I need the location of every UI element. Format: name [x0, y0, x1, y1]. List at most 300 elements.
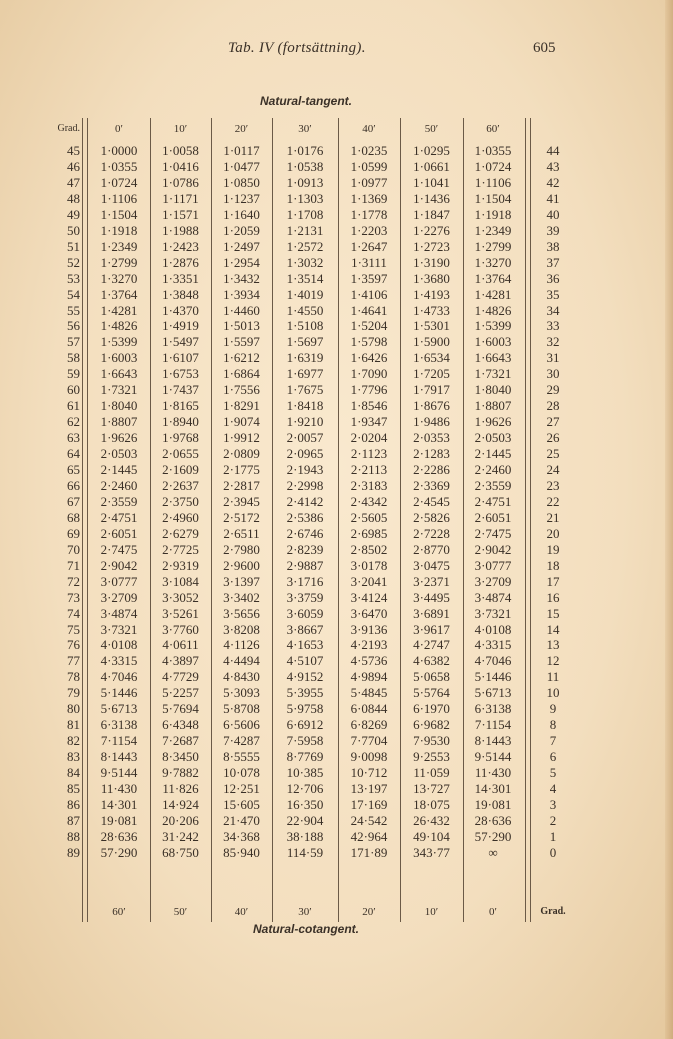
table-cell: 1·2799: [100, 254, 138, 270]
row-complement-degree: 34: [546, 302, 560, 318]
table-cell: 1·8040: [474, 382, 512, 398]
table-cell: 5·6713: [100, 701, 138, 717]
table-cell: 2·1609: [162, 462, 199, 477]
table-cell: 11·826: [162, 781, 199, 796]
table-cell: 4·9152: [286, 669, 324, 685]
table-cell: 1·0355: [100, 158, 138, 174]
table-row: [40, 494, 620, 510]
table-cell: 1·6534: [413, 350, 450, 366]
table-cell: 2·9887: [286, 557, 324, 573]
table-cell: 1·0786: [162, 174, 199, 190]
table-cell: 2·1445: [100, 462, 138, 477]
table-row: [40, 781, 620, 797]
table-cell: 7·4287: [223, 733, 260, 749]
table-cell: 2·6051: [100, 525, 138, 541]
table-cell: 1·4826: [100, 318, 138, 334]
table-row: [40, 446, 620, 462]
table-cell: 2·0965: [286, 446, 324, 462]
table-cell: 1·0538: [286, 158, 324, 174]
running-header: [0, 40, 673, 60]
table-cell: 2·0353: [413, 430, 450, 446]
table-cell: 4·4494: [223, 653, 260, 669]
table-cell: 1·0661: [413, 158, 450, 174]
table-cell: 2·7725: [162, 541, 199, 557]
row-complement-degree: 32: [546, 334, 560, 350]
table-cell: 3·0777: [474, 557, 512, 573]
row-complement-degree: 0: [549, 844, 557, 860]
table-cell: 2·3369: [413, 477, 450, 493]
row-complement-degree: 44: [546, 143, 560, 158]
table-row: [40, 366, 620, 382]
table-cell: 1·2647: [350, 238, 388, 254]
table-cell: 3·7760: [162, 621, 199, 637]
table-cell: 1·3270: [100, 270, 138, 286]
page-edge-shadow: [665, 0, 673, 1039]
table-cell: 1·1369: [350, 190, 388, 206]
table-cell: 1·9074: [223, 414, 260, 430]
table-title-top: Natural-tangent.: [259, 94, 352, 108]
table-cell: 57·290: [100, 844, 138, 860]
row-degree: 69: [67, 525, 80, 541]
table-cell: 2·1775: [223, 462, 260, 477]
table-cell: 2·7228: [413, 525, 450, 541]
table-row: [40, 813, 620, 829]
row-complement-degree: 37: [546, 254, 560, 270]
table-cell: 2·2817: [223, 477, 260, 493]
table-cell: 2·4751: [474, 493, 512, 509]
row-complement-degree: 39: [546, 222, 560, 238]
table-cell: 5·3955: [286, 685, 324, 701]
table-cell: 1·8546: [350, 398, 388, 414]
table-cell: 3·2371: [413, 573, 450, 589]
table-cell: 3·3052: [162, 589, 199, 605]
row-complement-degree: 15: [546, 605, 560, 621]
table-cell: 1·0477: [223, 158, 260, 174]
row-complement-degree: 31: [546, 350, 560, 366]
header-col: 50′: [424, 123, 439, 135]
table-cell: 1·3764: [100, 286, 138, 302]
table-cell: 1·0850: [223, 174, 260, 190]
table-cell: 4·8430: [223, 669, 260, 685]
table-cell: 1·3514: [286, 270, 324, 286]
table-cell: 6·0844: [350, 701, 388, 717]
table-row: [40, 510, 620, 526]
table-cell: 2·6279: [162, 525, 199, 541]
table-row: [40, 749, 620, 765]
table-cell: 1·3432: [223, 270, 260, 286]
table-cell: 2·2113: [350, 462, 388, 477]
table-cell: 1·9626: [100, 430, 138, 446]
table-row: [40, 430, 620, 446]
table-cell: 4·7729: [162, 669, 199, 685]
table-cell: 1·3764: [474, 270, 512, 286]
table-cell: 4·2747: [413, 637, 450, 653]
row-degree: 47: [67, 174, 80, 190]
table-cell: 1·3848: [162, 286, 199, 302]
row-complement-degree: 43: [546, 158, 560, 174]
row-degree: 57: [67, 334, 80, 350]
row-complement-degree: 5: [549, 765, 557, 781]
table-cell: 1·0355: [474, 143, 512, 158]
header-col: 60′: [486, 123, 500, 135]
table-cell: 2·0503: [100, 446, 138, 462]
table-cell: 1·9912: [223, 430, 260, 446]
table-cell: 15·605: [223, 796, 260, 812]
row-complement-degree: 19: [546, 541, 560, 557]
row-degree: 84: [67, 765, 80, 781]
table-cell: 19·081: [474, 796, 512, 812]
row-complement-degree: 40: [546, 206, 560, 222]
table-cell: 3·0178: [350, 557, 388, 573]
table-cell: 6·6912: [286, 717, 324, 733]
table-cell: 1·6319: [286, 350, 324, 366]
table-cell: 19·081: [100, 812, 138, 828]
header-title: Tab. IV (fortsättning).: [228, 40, 366, 56]
table-cell: 1·8165: [162, 398, 199, 414]
table-cell: 22·904: [286, 812, 324, 828]
table-cell: 1·3597: [350, 270, 388, 286]
table-cell: 8·7769: [286, 749, 324, 765]
table-cell: 1·5798: [350, 334, 388, 350]
table-cell: 3·4874: [100, 605, 138, 621]
table-cell: 5·8708: [223, 701, 260, 717]
table-cell: 1·3032: [286, 254, 324, 270]
table-row: [40, 542, 620, 558]
table-cell: 1·6753: [162, 366, 199, 382]
table-cell: 2·9042: [100, 557, 138, 573]
table-cell: 1·5108: [286, 318, 324, 334]
tangent-table: [40, 118, 620, 922]
table-cell: 9·7882: [162, 765, 199, 781]
row-complement-degree: 20: [546, 525, 560, 541]
table-cell: 2·7475: [474, 525, 512, 541]
table-cell: 6·4348: [162, 717, 199, 733]
table-cell: 1·7321: [474, 366, 512, 382]
table-cell: 2·1283: [413, 446, 450, 462]
table-cell: 4·9894: [350, 669, 388, 685]
footer-col: 0′: [489, 906, 497, 918]
table-cell: 1·0724: [100, 174, 138, 190]
table-cell: 1·6643: [474, 350, 512, 366]
table-cell: 6·3138: [100, 717, 138, 733]
table-cell: 1·6003: [100, 350, 138, 366]
table-cell: 9·2553: [413, 749, 450, 765]
row-complement-degree: 28: [546, 398, 560, 414]
table-cell: 1·1436: [413, 190, 450, 206]
table-cell: 2·2460: [100, 477, 138, 493]
table-cell: 17·169: [350, 796, 388, 812]
table-row: [40, 287, 620, 303]
table-cell: 2·5605: [350, 509, 388, 525]
table-cell: 1·0599: [350, 158, 388, 174]
table-cell: 8·3450: [162, 749, 199, 765]
table-cell: 3·9617: [413, 621, 450, 637]
row-degree: 50: [67, 222, 80, 238]
table-cell: 1·2799: [474, 238, 512, 254]
header-grad: Grad.: [57, 123, 80, 134]
row-complement-degree: 18: [546, 557, 560, 573]
table-row: [40, 350, 620, 366]
table-row: [40, 159, 620, 175]
table-cell: 1·1106: [474, 174, 512, 190]
table-cell: 3·2041: [350, 573, 388, 589]
table-cell: 1·2349: [100, 238, 138, 254]
footer-col: 50′: [173, 906, 188, 918]
table-cell: 2·6985: [350, 525, 388, 541]
row-degree: 62: [67, 414, 80, 430]
table-cell: 3·6891: [413, 605, 450, 621]
table-cell: 14·924: [162, 796, 199, 812]
table-cell: 1·4550: [286, 302, 324, 318]
table-cell: 11·430: [100, 781, 138, 796]
row-degree: 78: [67, 669, 80, 685]
row-degree: 53: [67, 270, 80, 286]
row-complement-degree: 26: [546, 430, 560, 446]
table-cell: 7·2687: [162, 733, 199, 749]
table-cell: 1·7090: [350, 366, 388, 382]
table-cell: 2·6051: [474, 509, 512, 525]
page-number: 605: [533, 40, 556, 56]
table-cell: 3·3759: [286, 589, 324, 605]
row-degree: 76: [67, 637, 80, 653]
table-cell: 114·59: [286, 844, 324, 860]
table-cell: 3·4874: [474, 589, 512, 605]
row-degree: 79: [67, 685, 80, 701]
table-cell: 2·4960: [162, 509, 199, 525]
row-degree: 58: [67, 350, 80, 366]
row-complement-degree: 8: [549, 717, 557, 733]
table-cell: 1·3190: [413, 254, 450, 270]
table-cell: 1·1847: [413, 206, 450, 222]
row-complement-degree: 3: [549, 796, 557, 812]
table-cell: 3·9136: [350, 621, 388, 637]
table-cell: 3·4124: [350, 589, 388, 605]
table-cell: 1·8807: [474, 398, 512, 414]
row-complement-degree: 17: [546, 573, 560, 589]
table-cell: 9·5144: [474, 749, 512, 765]
table-row: [40, 462, 620, 478]
table-cell: 1·4460: [223, 302, 260, 318]
table-cell: 1·2954: [223, 254, 260, 270]
table-cell: 1·7675: [286, 382, 324, 398]
table-cell: 2·7475: [100, 541, 138, 557]
table-cell: 1·4641: [350, 302, 388, 318]
row-degree: 68: [67, 509, 80, 525]
table-cell: 2·8770: [413, 541, 450, 557]
table-cell: 13·727: [413, 781, 450, 796]
header-col: 20′: [234, 123, 249, 135]
row-degree: 54: [67, 286, 80, 302]
table-cell: 171·89: [350, 844, 388, 860]
table-cell: 1·7437: [162, 382, 199, 398]
table-cell: 1·3270: [474, 254, 512, 270]
row-degree: 86: [67, 796, 80, 812]
table-cell: 1·1708: [286, 206, 324, 222]
table-cell: 2·1123: [350, 446, 388, 462]
table-cell: 3·1084: [162, 573, 199, 589]
table-cell: 1·5301: [413, 318, 450, 334]
row-complement-degree: 16: [546, 589, 560, 605]
table-cell: 4·0611: [162, 637, 199, 653]
row-complement-degree: 38: [546, 238, 560, 254]
table-cell: 1·7321: [100, 382, 138, 398]
table-cell: 1·1640: [223, 206, 260, 222]
table-cell: 2·6746: [286, 525, 324, 541]
row-degree: 70: [67, 541, 80, 557]
header-col: 40′: [362, 123, 376, 135]
table-cell: 14·301: [474, 781, 512, 796]
table-cell: 2·8502: [350, 541, 388, 557]
table-cell: 1·2876: [162, 254, 199, 270]
table-cell: 1·2572: [286, 238, 324, 254]
row-complement-degree: 25: [546, 446, 560, 462]
table-cell: 1·9210: [286, 414, 324, 430]
table-row: [40, 797, 620, 813]
row-degree: 75: [67, 621, 80, 637]
row-degree: 67: [67, 493, 80, 509]
table-row: [40, 382, 620, 398]
row-degree: 48: [67, 190, 80, 206]
row-degree: 83: [67, 749, 80, 765]
table-cell: 2·5386: [286, 509, 324, 525]
row-complement-degree: 7: [549, 733, 557, 749]
row-degree: 71: [67, 557, 80, 573]
table-cell: 1·0058: [162, 143, 199, 158]
table-cell: 3·8667: [286, 621, 324, 637]
table-cell: 8·1443: [474, 733, 512, 749]
table-cell: 21·470: [223, 812, 260, 828]
table-row: [40, 318, 620, 334]
row-complement-degree: 21: [546, 509, 560, 525]
table-cell: 1·6643: [100, 366, 138, 382]
footer-col: 40′: [234, 906, 249, 918]
row-degree: 45: [67, 143, 80, 158]
table-row: [40, 669, 620, 685]
table-cell: 26·432: [413, 812, 450, 828]
table-cell: 1·0235: [350, 143, 388, 158]
table-cell: 2·2460: [474, 462, 512, 477]
table-cell: 1·9768: [162, 430, 199, 446]
table-cell: 1·1778: [350, 206, 388, 222]
table-cell: 4·0108: [474, 621, 512, 637]
table-cell: 2·5826: [413, 509, 450, 525]
table-cell: 2·0503: [474, 430, 512, 446]
table-cell: 68·750: [162, 844, 199, 860]
table-row: [40, 526, 620, 542]
row-complement-degree: 29: [546, 382, 560, 398]
table-cell: 2·5172: [223, 509, 260, 525]
table-cell: 1·1303: [286, 190, 324, 206]
table-cell: 1·1988: [162, 222, 199, 238]
table-cell: 1·3680: [413, 270, 450, 286]
header-col: 30′: [298, 123, 312, 135]
table-cell: 1·1571: [162, 206, 199, 222]
table-cell: 5·1446: [100, 685, 138, 701]
table-cell: 1·8940: [162, 414, 199, 430]
row-degree: 64: [67, 446, 80, 462]
table-cell: 3·8208: [223, 621, 260, 637]
table-cell: 3·2709: [474, 573, 512, 589]
table-cell: 1·3111: [351, 254, 387, 270]
table-cell: 4·6382: [413, 653, 450, 669]
table-cell: 4·7046: [474, 653, 512, 669]
table-cell: 1·4106: [350, 286, 388, 302]
table-cell: 3·6470: [350, 605, 388, 621]
header-col: 0′: [115, 123, 123, 135]
table-cell: 2·3183: [350, 477, 388, 493]
table-row: [40, 271, 620, 287]
row-degree: 55: [67, 302, 80, 318]
table-cell: 3·5261: [162, 605, 199, 621]
table-cell: 9·0098: [350, 749, 388, 765]
table-cell: 1·7917: [413, 382, 450, 398]
table-cell: 1·6426: [350, 350, 388, 366]
table-cell: 1·3934: [223, 286, 260, 302]
table-cell: 4·7046: [100, 669, 138, 685]
table-cell: 4·1126: [223, 637, 260, 653]
row-complement-degree: 41: [546, 190, 560, 206]
row-complement-degree: 35: [546, 286, 560, 302]
table-cell: 12·251: [223, 781, 260, 796]
table-cell: 1·4281: [474, 286, 512, 302]
table-cell: 5·6713: [474, 685, 512, 701]
table-cell: 4·3897: [162, 653, 199, 669]
table-cell: 2·2637: [162, 477, 199, 493]
table-row: [40, 733, 620, 749]
table-cell: 5·5764: [413, 685, 450, 701]
table-cell: 1·8040: [100, 398, 138, 414]
table-cell: 6·8269: [350, 717, 388, 733]
table-cell: 20·206: [162, 812, 199, 828]
table-cell: 1·9347: [350, 414, 388, 430]
table-row: [40, 207, 620, 223]
table-cell: 2·8239: [286, 541, 324, 557]
row-degree: 85: [67, 781, 80, 796]
table-cell: 2·3559: [100, 493, 138, 509]
row-degree: 60: [67, 382, 80, 398]
table-cell: 4·0108: [100, 637, 138, 653]
table-cell: 1·2723: [413, 238, 450, 254]
row-degree: 56: [67, 318, 80, 334]
row-complement-degree: 30: [546, 366, 560, 382]
table-cell: 3·7321: [100, 621, 138, 637]
table-row: [40, 223, 620, 239]
footer-col: 20′: [362, 906, 376, 918]
table-cell: 3·0777: [100, 573, 138, 589]
table-cell: 2·4751: [100, 509, 138, 525]
table-cell: 8·5555: [223, 749, 260, 765]
table-cell: 1·5697: [286, 334, 324, 350]
table-cell: 1·7205: [413, 366, 450, 382]
footer-col: 30′: [298, 906, 312, 918]
row-degree: 89: [67, 844, 80, 860]
table-row: [40, 637, 620, 653]
row-degree: 74: [67, 605, 80, 621]
table-cell: 31·242: [162, 828, 199, 844]
table-row: [40, 191, 620, 207]
table-cell: 18·075: [413, 796, 450, 812]
table-cell: 1·9626: [474, 414, 512, 430]
table-cell: 16·350: [286, 796, 324, 812]
table-cell: 7·7704: [350, 733, 388, 749]
table-cell: 1·1504: [474, 190, 512, 206]
table-cell: 1·4370: [162, 302, 199, 318]
table-cell: 1·6212: [223, 350, 260, 366]
table-cell: 5·9758: [286, 701, 324, 717]
table-cell: 3·1397: [223, 573, 260, 589]
table-row: [40, 255, 620, 271]
table-cell: 7·1154: [474, 717, 512, 733]
